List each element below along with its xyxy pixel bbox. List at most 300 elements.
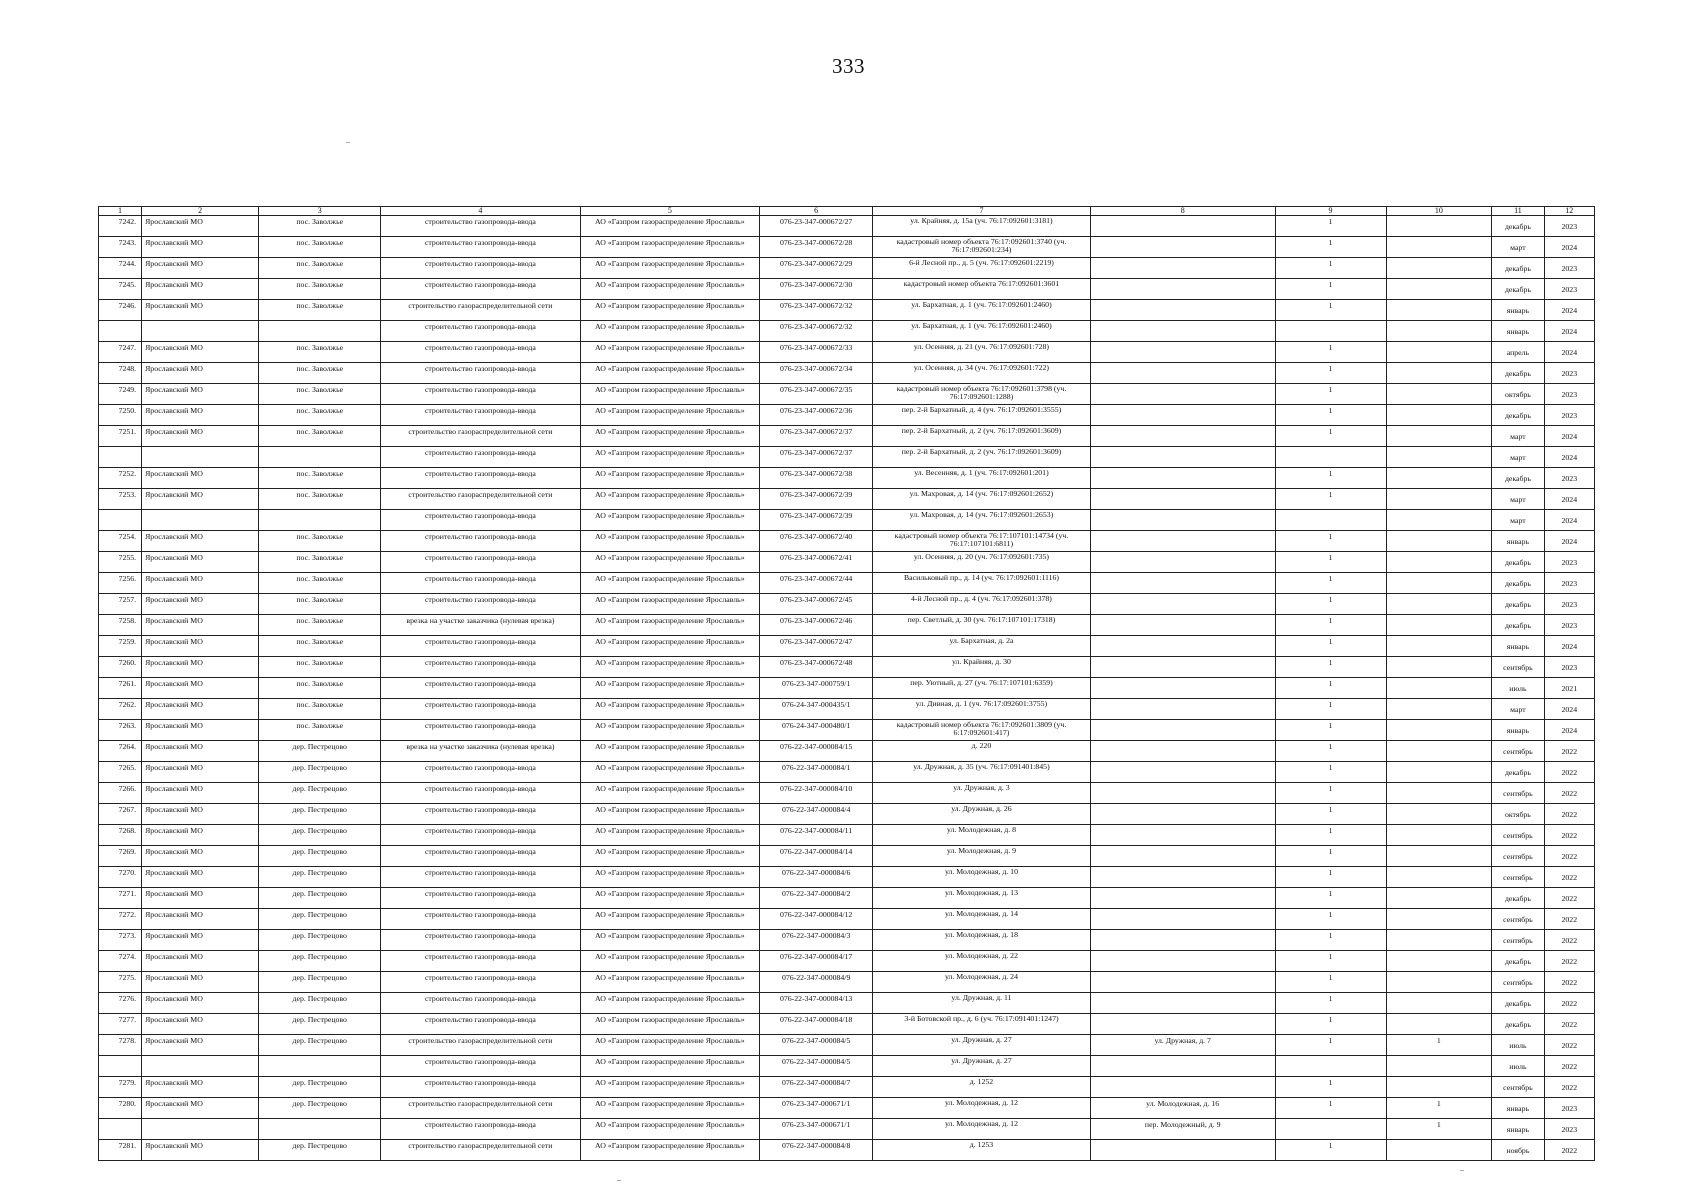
- cell-col-11: декабрь: [1492, 363, 1544, 384]
- cell-col-9: 1: [1275, 468, 1386, 489]
- cell-col-8: [1090, 405, 1275, 426]
- table-row: [99, 972, 1595, 993]
- cell-col-2: Ярославский МО: [142, 1077, 259, 1098]
- cell-col-10: [1386, 468, 1492, 489]
- cell-col-12: 2023: [1544, 1098, 1594, 1119]
- cell-col-3: дер. Пестрецово: [259, 951, 381, 972]
- cell-col-12: 2022: [1544, 951, 1594, 972]
- cell-col-4: строительство газопровода-ввода: [381, 951, 580, 972]
- cell-col-8: [1090, 699, 1275, 720]
- cell-col-1: 7278.: [99, 1035, 142, 1056]
- cell-col-9: [1275, 321, 1386, 342]
- cell-col-2: Ярославский МО: [142, 531, 259, 552]
- cell-col-4: строительство газопровода-ввода: [381, 384, 580, 405]
- cell-col-7: ул. Дружная, д. 27: [873, 1056, 1091, 1077]
- table-row: [99, 573, 1595, 594]
- column-number-2: 2: [142, 207, 259, 216]
- cell-col-5: АО «Газпром газораспределение Ярославль»: [580, 1077, 760, 1098]
- cell-col-4: строительство газопровода-ввода: [381, 699, 580, 720]
- table-row: [99, 279, 1595, 300]
- table-row: [99, 510, 1595, 531]
- cell-col-10: [1386, 993, 1492, 1014]
- column-number-10: 10: [1386, 207, 1492, 216]
- cell-col-7: ул. Молодежная, д. 12: [873, 1119, 1091, 1140]
- cell-col-2: Ярославский МО: [142, 657, 259, 678]
- cell-col-9: 1: [1275, 531, 1386, 552]
- cell-col-3: [259, 510, 381, 531]
- cell-col-4: строительство газопровода-ввода: [381, 930, 580, 951]
- cell-col-5: АО «Газпром газораспределение Ярославль»: [580, 216, 760, 237]
- cell-col-8: [1090, 237, 1275, 258]
- cell-col-8: [1090, 993, 1275, 1014]
- cell-col-6: 076-22-347-000084/10: [760, 783, 873, 804]
- cell-col-10: [1386, 951, 1492, 972]
- cell-col-4: строительство газопровода-ввода: [381, 279, 580, 300]
- cell-col-10: [1386, 258, 1492, 279]
- cell-col-7: ул. Молодежная, д. 14: [873, 909, 1091, 930]
- cell-col-1: 7268.: [99, 825, 142, 846]
- cell-col-7: кадастровый номер объекта 76:17:092601:3740 (уч. 76:17:092601:234): [873, 237, 1091, 258]
- cell-col-1: 7271.: [99, 888, 142, 909]
- scan-speck: [1460, 1170, 1464, 1171]
- cell-col-11: декабрь: [1492, 258, 1544, 279]
- cell-col-6: 076-23-347-000672/48: [760, 657, 873, 678]
- cell-col-9: 1: [1275, 300, 1386, 321]
- cell-col-7: пер. Светлый, д. 30 (уч. 76:17:107101:17318): [873, 615, 1091, 636]
- cell-col-2: Ярославский МО: [142, 972, 259, 993]
- table-row: [99, 1077, 1595, 1098]
- table-row: [99, 447, 1595, 468]
- column-number-8: 8: [1090, 207, 1275, 216]
- cell-col-3: пос. Заволжье: [259, 237, 381, 258]
- cell-col-7: ул. Дружная, д. 27: [873, 1035, 1091, 1056]
- cell-col-4: строительство газопровода-ввода: [381, 468, 580, 489]
- cell-col-1: 7244.: [99, 258, 142, 279]
- cell-col-5: АО «Газпром газораспределение Ярославль»: [580, 972, 760, 993]
- cell-col-9: 1: [1275, 993, 1386, 1014]
- cell-col-4: строительство газопровода-ввода: [381, 678, 580, 699]
- table-row: [99, 762, 1595, 783]
- column-number-3: 3: [259, 207, 381, 216]
- cell-col-5: АО «Газпром газораспределение Ярославль»: [580, 552, 760, 573]
- cell-col-2: Ярославский МО: [142, 699, 259, 720]
- cell-col-12: 2024: [1544, 699, 1594, 720]
- cell-col-11: июль: [1492, 678, 1544, 699]
- cell-col-3: дер. Пестрецово: [259, 825, 381, 846]
- cell-col-6: 076-22-347-000084/5: [760, 1056, 873, 1077]
- cell-col-10: [1386, 1077, 1492, 1098]
- cell-col-2: Ярославский МО: [142, 678, 259, 699]
- cell-col-2: Ярославский МО: [142, 636, 259, 657]
- table-row: [99, 699, 1595, 720]
- cell-col-6: 076-23-347-000759/1: [760, 678, 873, 699]
- table-row: [99, 531, 1595, 552]
- table-row: [99, 258, 1595, 279]
- cell-col-1: [99, 510, 142, 531]
- cell-col-4: строительство газопровода-ввода: [381, 1056, 580, 1077]
- cell-col-3: пос. Заволжье: [259, 552, 381, 573]
- cell-col-10: [1386, 321, 1492, 342]
- cell-col-9: 1: [1275, 405, 1386, 426]
- cell-col-5: АО «Газпром газораспределение Ярославль»: [580, 342, 760, 363]
- cell-col-10: [1386, 762, 1492, 783]
- cell-col-3: дер. Пестрецово: [259, 741, 381, 762]
- table-row: [99, 951, 1595, 972]
- cell-col-4: строительство газопровода-ввода: [381, 216, 580, 237]
- cell-col-4: строительство газопровода-ввода: [381, 447, 580, 468]
- cell-col-9: 1: [1275, 216, 1386, 237]
- cell-col-2: [142, 510, 259, 531]
- cell-col-7: ул. Осенняя, д. 20 (уч. 76:17:092601:735): [873, 552, 1091, 573]
- cell-col-10: [1386, 657, 1492, 678]
- cell-col-6: 076-23-347-000672/33: [760, 342, 873, 363]
- cell-col-8: [1090, 1140, 1275, 1161]
- cell-col-11: декабрь: [1492, 1014, 1544, 1035]
- scan-speck: [346, 142, 350, 143]
- cell-col-3: пос. Заволжье: [259, 342, 381, 363]
- cell-col-1: 7265.: [99, 762, 142, 783]
- cell-col-9: 1: [1275, 846, 1386, 867]
- cell-col-1: 7275.: [99, 972, 142, 993]
- cell-col-7: ул. Молодежная, д. 18: [873, 930, 1091, 951]
- column-number-4: 4: [381, 207, 580, 216]
- cell-col-5: АО «Газпром газораспределение Ярославль»: [580, 321, 760, 342]
- cell-col-6: 076-23-347-000672/44: [760, 573, 873, 594]
- cell-col-1: 7274.: [99, 951, 142, 972]
- cell-col-9: 1: [1275, 594, 1386, 615]
- cell-col-3: дер. Пестрецово: [259, 762, 381, 783]
- cell-col-12: 2024: [1544, 426, 1594, 447]
- cell-col-7: 3-й Ботовской пр., д. 6 (уч. 76:17:091401:1247): [873, 1014, 1091, 1035]
- cell-col-11: январь: [1492, 321, 1544, 342]
- cell-col-1: 7250.: [99, 405, 142, 426]
- cell-col-3: [259, 447, 381, 468]
- cell-col-9: 1: [1275, 783, 1386, 804]
- cell-col-9: 1: [1275, 426, 1386, 447]
- table-body: [99, 207, 1595, 1161]
- cell-col-7: ул. Молодежная, д. 10: [873, 867, 1091, 888]
- cell-col-11: ноябрь: [1492, 1140, 1544, 1161]
- cell-col-6: 076-22-347-000084/2: [760, 888, 873, 909]
- cell-col-9: 1: [1275, 1077, 1386, 1098]
- cell-col-5: АО «Газпром газораспределение Ярославль»: [580, 384, 760, 405]
- cell-col-12: 2022: [1544, 993, 1594, 1014]
- cell-col-7: ул. Крайняя, д. 15а (уч. 76:17:092601:3181): [873, 216, 1091, 237]
- cell-col-9: 1: [1275, 552, 1386, 573]
- cell-col-9: 1: [1275, 825, 1386, 846]
- cell-col-7: кадастровый номер объекта 76:17:092601:3601: [873, 279, 1091, 300]
- cell-col-4: строительство газопровода-ввода: [381, 867, 580, 888]
- cell-col-2: [142, 1056, 259, 1077]
- cell-col-3: дер. Пестрецово: [259, 1077, 381, 1098]
- cell-col-11: январь: [1492, 531, 1544, 552]
- cell-col-6: 076-22-347-000084/1: [760, 762, 873, 783]
- cell-col-5: АО «Газпром газораспределение Ярославль»: [580, 783, 760, 804]
- cell-col-6: 076-23-347-000672/47: [760, 636, 873, 657]
- table-row: [99, 489, 1595, 510]
- cell-col-4: строительство газопровода-ввода: [381, 909, 580, 930]
- cell-col-3: пос. Заволжье: [259, 615, 381, 636]
- cell-col-12: 2022: [1544, 867, 1594, 888]
- cell-col-2: Ярославский МО: [142, 951, 259, 972]
- cell-col-1: 7277.: [99, 1014, 142, 1035]
- cell-col-9: 1: [1275, 636, 1386, 657]
- cell-col-1: 7252.: [99, 468, 142, 489]
- cell-col-8: ул. Молодежная, д. 16: [1090, 1098, 1275, 1119]
- cell-col-8: [1090, 741, 1275, 762]
- cell-col-4: строительство газопровода-ввода: [381, 531, 580, 552]
- cell-col-11: март: [1492, 489, 1544, 510]
- cell-col-12: 2024: [1544, 510, 1594, 531]
- cell-col-12: 2022: [1544, 1014, 1594, 1035]
- cell-col-3: дер. Пестрецово: [259, 888, 381, 909]
- cell-col-11: декабрь: [1492, 615, 1544, 636]
- cell-col-4: строительство газопровода-ввода: [381, 573, 580, 594]
- table-row: [99, 867, 1595, 888]
- cell-col-5: АО «Газпром газораспределение Ярославль»: [580, 405, 760, 426]
- cell-col-9: 1: [1275, 1140, 1386, 1161]
- cell-col-6: 076-22-347-000084/3: [760, 930, 873, 951]
- cell-col-12: 2023: [1544, 258, 1594, 279]
- cell-col-3: пос. Заволжье: [259, 300, 381, 321]
- cell-col-2: Ярославский МО: [142, 342, 259, 363]
- cell-col-8: [1090, 510, 1275, 531]
- cell-col-11: декабрь: [1492, 405, 1544, 426]
- cell-col-5: АО «Газпром газораспределение Ярославль»: [580, 279, 760, 300]
- cell-col-3: пос. Заволжье: [259, 720, 381, 741]
- cell-col-10: [1386, 888, 1492, 909]
- cell-col-8: [1090, 342, 1275, 363]
- cell-col-8: [1090, 300, 1275, 321]
- cell-col-5: АО «Газпром газораспределение Ярославль»: [580, 825, 760, 846]
- cell-col-7: ул. Молодежная, д. 24: [873, 972, 1091, 993]
- cell-col-8: [1090, 279, 1275, 300]
- cell-col-10: [1386, 342, 1492, 363]
- cell-col-10: [1386, 615, 1492, 636]
- cell-col-8: [1090, 825, 1275, 846]
- cell-col-12: 2024: [1544, 531, 1594, 552]
- cell-col-9: 1: [1275, 258, 1386, 279]
- cell-col-12: 2022: [1544, 825, 1594, 846]
- cell-col-9: [1275, 510, 1386, 531]
- cell-col-6: 076-23-347-000672/45: [760, 594, 873, 615]
- cell-col-4: строительство газопровода-ввода: [381, 552, 580, 573]
- cell-col-6: 076-23-347-000672/35: [760, 384, 873, 405]
- cell-col-8: [1090, 678, 1275, 699]
- cell-col-3: пос. Заволжье: [259, 405, 381, 426]
- cell-col-12: 2023: [1544, 1119, 1594, 1140]
- cell-col-11: январь: [1492, 1098, 1544, 1119]
- cell-col-5: АО «Газпром газораспределение Ярославль»: [580, 510, 760, 531]
- cell-col-6: 076-22-347-000084/14: [760, 846, 873, 867]
- cell-col-1: [99, 447, 142, 468]
- cell-col-3: пос. Заволжье: [259, 384, 381, 405]
- cell-col-5: АО «Газпром газораспределение Ярославль»: [580, 615, 760, 636]
- cell-col-7: ул. Дружная, д. 26: [873, 804, 1091, 825]
- cell-col-5: АО «Газпром газораспределение Ярославль»: [580, 951, 760, 972]
- table-row: [99, 741, 1595, 762]
- cell-col-7: ул. Крайняя, д. 30: [873, 657, 1091, 678]
- cell-col-4: строительство газораспределительной сети: [381, 489, 580, 510]
- cell-col-1: 7279.: [99, 1077, 142, 1098]
- cell-col-9: 1: [1275, 699, 1386, 720]
- cell-col-5: АО «Газпром газораспределение Ярославль»: [580, 258, 760, 279]
- cell-col-11: сентябрь: [1492, 909, 1544, 930]
- cell-col-6: 076-23-347-000672/39: [760, 489, 873, 510]
- cell-col-9: 1: [1275, 867, 1386, 888]
- cell-col-3: пос. Заволжье: [259, 699, 381, 720]
- cell-col-4: строительство газораспределительной сети: [381, 1035, 580, 1056]
- cell-col-6: 076-22-347-000084/6: [760, 867, 873, 888]
- table-row: [99, 930, 1595, 951]
- cell-col-9: 1: [1275, 237, 1386, 258]
- table-row: [99, 468, 1595, 489]
- cell-col-11: март: [1492, 237, 1544, 258]
- cell-col-6: 076-22-347-000084/17: [760, 951, 873, 972]
- table-row: [99, 363, 1595, 384]
- cell-col-2: Ярославский МО: [142, 573, 259, 594]
- cell-col-3: пос. Заволжье: [259, 279, 381, 300]
- table-row: [99, 1098, 1595, 1119]
- cell-col-11: январь: [1492, 300, 1544, 321]
- cell-col-1: 7280.: [99, 1098, 142, 1119]
- column-number-5: 5: [580, 207, 760, 216]
- cell-col-1: 7246.: [99, 300, 142, 321]
- cell-col-7: 6-й Лесной пр., д. 5 (уч. 76:17:092601:2219): [873, 258, 1091, 279]
- cell-col-7: д. 1252: [873, 1077, 1091, 1098]
- cell-col-9: 1: [1275, 1098, 1386, 1119]
- cell-col-3: пос. Заволжье: [259, 531, 381, 552]
- cell-col-1: 7249.: [99, 384, 142, 405]
- cell-col-2: Ярославский МО: [142, 615, 259, 636]
- cell-col-2: Ярославский МО: [142, 1098, 259, 1119]
- cell-col-9: 1: [1275, 615, 1386, 636]
- cell-col-3: пос. Заволжье: [259, 636, 381, 657]
- cell-col-2: Ярославский МО: [142, 258, 259, 279]
- cell-col-10: [1386, 741, 1492, 762]
- table-row: [99, 657, 1595, 678]
- cell-col-4: строительство газопровода-ввода: [381, 237, 580, 258]
- cell-col-4: строительство газопровода-ввода: [381, 258, 580, 279]
- table-row: [99, 1119, 1595, 1140]
- cell-col-2: Ярославский МО: [142, 762, 259, 783]
- cell-col-2: Ярославский МО: [142, 909, 259, 930]
- cell-col-6: 076-23-347-000672/29: [760, 258, 873, 279]
- cell-col-2: Ярославский МО: [142, 1014, 259, 1035]
- cell-col-9: 1: [1275, 657, 1386, 678]
- cell-col-2: Ярославский МО: [142, 426, 259, 447]
- cell-col-12: 2022: [1544, 1035, 1594, 1056]
- cell-col-11: декабрь: [1492, 573, 1544, 594]
- cell-col-2: Ярославский МО: [142, 384, 259, 405]
- cell-col-11: март: [1492, 699, 1544, 720]
- cell-col-5: АО «Газпром газораспределение Ярославль»: [580, 237, 760, 258]
- cell-col-5: АО «Газпром газораспределение Ярославль»: [580, 531, 760, 552]
- cell-col-10: [1386, 783, 1492, 804]
- cell-col-3: пос. Заволжье: [259, 363, 381, 384]
- column-number-7: 7: [873, 207, 1091, 216]
- cell-col-11: июль: [1492, 1056, 1544, 1077]
- cell-col-6: 076-23-347-000672/30: [760, 279, 873, 300]
- cell-col-4: строительство газораспределительной сети: [381, 1140, 580, 1161]
- cell-col-4: строительство газопровода-ввода: [381, 636, 580, 657]
- cell-col-6: 076-24-347-000480/1: [760, 720, 873, 741]
- table-row: [99, 1056, 1595, 1077]
- cell-col-6: 076-23-347-000672/27: [760, 216, 873, 237]
- cell-col-7: д. 1253: [873, 1140, 1091, 1161]
- cell-col-3: дер. Пестрецово: [259, 1140, 381, 1161]
- cell-col-7: ул. Осенняя, д. 21 (уч. 76:17:092601:728): [873, 342, 1091, 363]
- cell-col-6: 076-23-347-000672/34: [760, 363, 873, 384]
- cell-col-12: 2024: [1544, 342, 1594, 363]
- cell-col-10: [1386, 531, 1492, 552]
- cell-col-4: строительство газопровода-ввода: [381, 510, 580, 531]
- cell-col-11: декабрь: [1492, 888, 1544, 909]
- cell-col-11: апрель: [1492, 342, 1544, 363]
- cell-col-8: [1090, 468, 1275, 489]
- cell-col-3: дер. Пестрецово: [259, 783, 381, 804]
- cell-col-8: [1090, 258, 1275, 279]
- cell-col-9: 1: [1275, 1035, 1386, 1056]
- cell-col-8: [1090, 489, 1275, 510]
- cell-col-10: [1386, 552, 1492, 573]
- cell-col-5: АО «Газпром газораспределение Ярославль»: [580, 1098, 760, 1119]
- cell-col-1: 7242.: [99, 216, 142, 237]
- cell-col-6: 076-23-347-000672/32: [760, 321, 873, 342]
- cell-col-12: 2024: [1544, 489, 1594, 510]
- column-number-row: [99, 207, 1595, 216]
- cell-col-12: 2023: [1544, 216, 1594, 237]
- cell-col-12: 2022: [1544, 762, 1594, 783]
- cell-col-11: октябрь: [1492, 384, 1544, 405]
- cell-col-12: 2023: [1544, 552, 1594, 573]
- cell-col-12: 2023: [1544, 615, 1594, 636]
- cell-col-11: март: [1492, 510, 1544, 531]
- cell-col-1: 7258.: [99, 615, 142, 636]
- cell-col-8: [1090, 867, 1275, 888]
- cell-col-2: Ярославский МО: [142, 867, 259, 888]
- cell-col-2: [142, 1119, 259, 1140]
- cell-col-9: 1: [1275, 720, 1386, 741]
- cell-col-9: 1: [1275, 930, 1386, 951]
- cell-col-11: декабрь: [1492, 216, 1544, 237]
- cell-col-12: 2022: [1544, 909, 1594, 930]
- cell-col-8: [1090, 1014, 1275, 1035]
- cell-col-8: [1090, 552, 1275, 573]
- cell-col-6: 076-22-347-000084/11: [760, 825, 873, 846]
- cell-col-5: АО «Газпром газораспределение Ярославль»: [580, 1140, 760, 1161]
- cell-col-5: АО «Газпром газораспределение Ярославль»: [580, 720, 760, 741]
- cell-col-2: [142, 447, 259, 468]
- cell-col-10: [1386, 804, 1492, 825]
- cell-col-12: 2022: [1544, 783, 1594, 804]
- cell-col-2: Ярославский МО: [142, 300, 259, 321]
- cell-col-2: Ярославский МО: [142, 237, 259, 258]
- table-row: [99, 825, 1595, 846]
- cell-col-7: ул. Бархатная, д. 1 (уч. 76:17:092601:2460): [873, 300, 1091, 321]
- cell-col-7: ул. Дружная, д. 3: [873, 783, 1091, 804]
- cell-col-7: д. 220: [873, 741, 1091, 762]
- cell-col-2: Ярославский МО: [142, 1140, 259, 1161]
- cell-col-8: [1090, 384, 1275, 405]
- cell-col-10: [1386, 867, 1492, 888]
- cell-col-12: 2022: [1544, 930, 1594, 951]
- cell-col-11: декабрь: [1492, 762, 1544, 783]
- cell-col-6: 076-22-347-000084/7: [760, 1077, 873, 1098]
- cell-col-2: Ярославский МО: [142, 846, 259, 867]
- cell-col-7: ул. Махровая, д. 14 (уч. 76:17:092601:2652): [873, 489, 1091, 510]
- table-row: [99, 636, 1595, 657]
